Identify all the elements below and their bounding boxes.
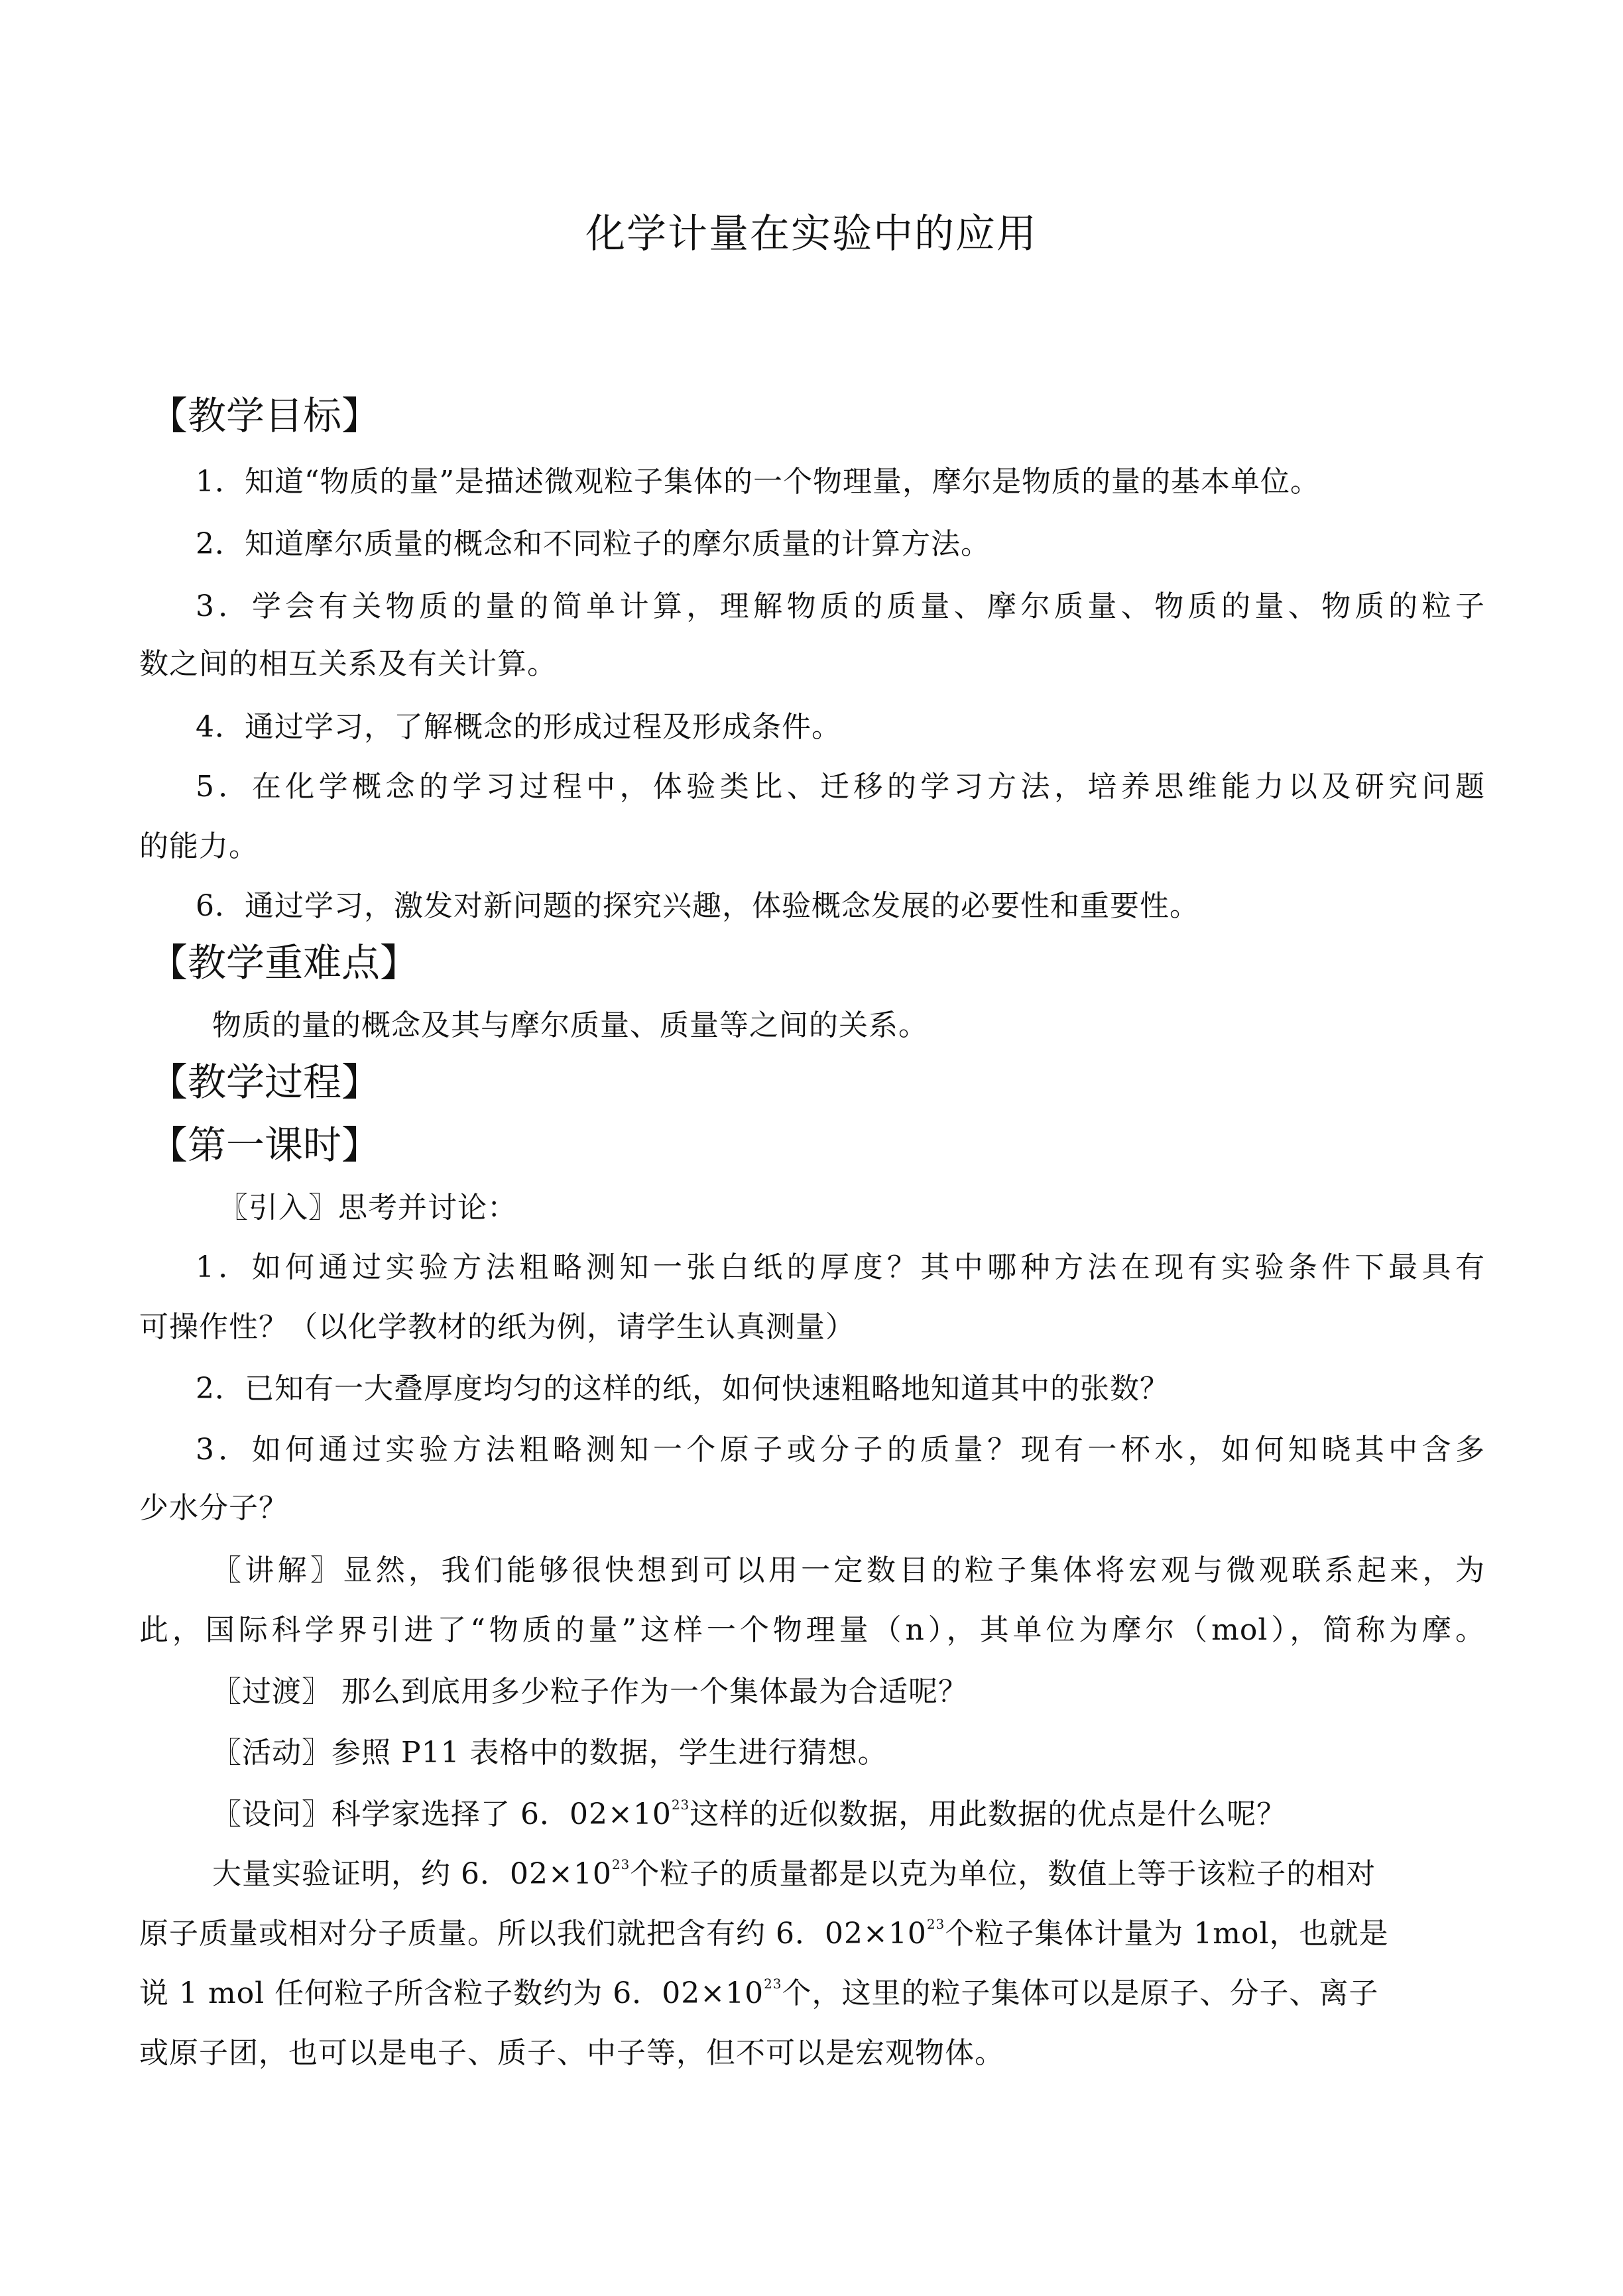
objective-3-line1: 3．学会有关物质的量的简单计算，理解物质的质量、摩尔质量、物质的量、物质的粒子 [196, 589, 1485, 623]
para3-after: 个，这里的粒子集体可以是原子、分子、离子 [782, 1976, 1379, 2010]
para1-before: 大量实验证明，约 6．02×10 [212, 1857, 612, 1891]
page-title: 化学计量在实验中的应用 [585, 211, 1038, 257]
para3-before: 说 1 mol 任何粒子所含粒子数约为 6．02×10 [139, 1976, 764, 2010]
para-line4: 或原子团，也可以是电子、质子、中子等，但不可以是宏观物体。 [139, 2036, 1004, 2070]
process-heading: 【教学过程】 [149, 1059, 381, 1105]
activity-line: 〖活动〗参照 P11 表格中的数据，学生进行猜想。 [212, 1736, 888, 1770]
para2-before: 原子质量或相对分子质量。所以我们就把含有约 6．02×10 [139, 1917, 927, 1951]
objective-5-line2: 的能力。 [139, 829, 259, 863]
para3-exponent: 23 [764, 1976, 782, 1992]
ask-text-after: 这样的近似数据，用此数据的优点是什么呢？ [690, 1797, 1287, 1831]
ask-line [212, 1790, 1286, 1833]
question-3-line1: 3．如何通过实验方法粗略测知一个原子或分子的质量？现有一杯水，如何知晓其中含多 [196, 1433, 1485, 1467]
objective-4: 4．通过学习，了解概念的形成过程及形成条件。 [196, 710, 841, 744]
para-line1 [212, 1850, 1376, 1892]
ask-text-before: 〖设问〗科学家选择了 6．02×10 [212, 1797, 672, 1831]
para2-exponent: 23 [926, 1916, 945, 1932]
para-line3 [139, 1969, 1379, 2012]
para2-after: 个粒子集体计量为 1mol，也就是 [945, 1917, 1389, 1951]
lesson1-heading: 【第一课时】 [149, 1122, 381, 1168]
para-line2 [139, 1909, 1389, 1952]
explain-line1: 〖讲解〗显然，我们能够很快想到可以用一定数目的粒子集体将宏观与微观联系起来，为 [212, 1553, 1485, 1587]
explain-line2: 此，国际科学界引进了“物质的量”这样一个物理量（n），其单位为摩尔（mol），简称为摩。 [139, 1613, 1485, 1647]
question-1-line1: 1．如何通过实验方法粗略测知一张白纸的厚度？其中哪种方法在现有实验条件下最具有 [196, 1250, 1485, 1284]
key-points-heading: 【教学重难点】 [149, 940, 419, 985]
question-1-line2: 可操作性？（以化学教材的纸为例，请学生认真测量） [139, 1310, 855, 1344]
para1-after: 个粒子的质量都是以克为单位，数值上等于该粒子的相对 [630, 1857, 1376, 1891]
transition-line: 〖过渡〗 那么到底用多少粒子作为一个集体最为合适呢？ [212, 1675, 968, 1709]
objective-1: 1．知道“物质的量”是描述微观粒子集体的一个物理量，摩尔是物质的量的基本单位。 [196, 465, 1320, 499]
objective-2: 2．知道摩尔质量的概念和不同粒子的摩尔质量的计算方法。 [196, 527, 991, 561]
key-points-text: 物质的量的概念及其与摩尔质量、质量等之间的关系。 [212, 1008, 928, 1042]
objectives-heading: 【教学目标】 [149, 393, 381, 438]
intro-line: 〖引入〗思考并讨论： [219, 1191, 517, 1225]
para1-exponent: 23 [611, 1856, 631, 1872]
ask-exponent: 23 [671, 1797, 690, 1813]
objective-6: 6．通过学习，激发对新问题的探究兴趣，体验概念发展的必要性和重要性。 [196, 889, 1199, 923]
objective-3-line2: 数之间的相互关系及有关计算。 [139, 647, 557, 681]
objective-5-line1: 5．在化学概念的学习过程中，体验类比、迁移的学习方法，培养思维能力以及研究问题 [196, 770, 1485, 804]
question-3-line2: 少水分子？ [139, 1491, 288, 1525]
question-2: 2．已知有一大叠厚度均匀的这样的纸，如何快速粗略地知道其中的张数？ [196, 1372, 1170, 1406]
